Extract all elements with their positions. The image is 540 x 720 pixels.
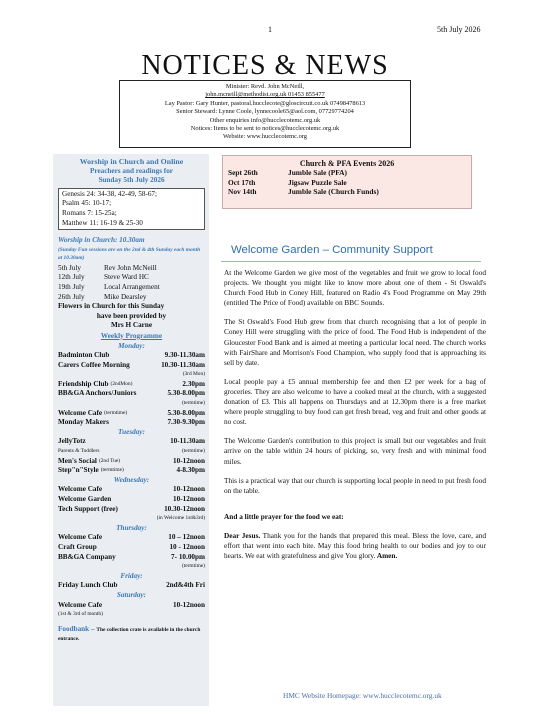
programme-item: Friendship Club (2ndMon) 2.30pm <box>58 379 205 388</box>
programme-item: Welcome Cafe (termtime) 5.30-8.00pm <box>58 408 205 417</box>
event-row: Nov 14th Jumble Sale (Church Funds) <box>228 187 379 197</box>
programme-item: (termtime) <box>181 563 205 570</box>
programme-day: Wednesday: <box>113 475 150 484</box>
website-line[interactable]: Website: www.hucclecotemc.org <box>223 133 307 141</box>
reading-item: Romans 7: 15-25a; <box>62 208 117 217</box>
programme-item: Badminton Club 9.30-11.30am <box>58 351 205 360</box>
programme-item: Men's Social (2nd Tue) 10-12noon <box>58 456 205 465</box>
programme-item: Friday Lunch Club 2nd&4th Fri <box>58 581 205 590</box>
rota-row: 19th July Local Arrangement <box>58 282 160 291</box>
event-row: Sept 26th Jumble Sale (PFA) <box>228 168 347 178</box>
article-paragraph: The St Oswald's Food Hub grew from that church recognising that a lot of people in Coney Hill were struggling with the price of food. The Food Hub is independent of the Gloucester Food Bank and is aimed at meeting a particular local need. The church works with FairShare and Morrison's Food Champion, who supply food that is approaching its sell by date. <box>224 317 486 367</box>
events-heading: Church & PFA Events 2026 <box>299 159 395 168</box>
contact-box <box>119 80 411 148</box>
programme-item: Welcome Garden 10-12noon <box>58 495 205 503</box>
programme-day: Tuesday: <box>118 427 145 436</box>
prayer-text: Dear Jesus. Thank you for the hands that prepared this meal. Bless the love, care, and effort that went into each bite. May this food bring health to our bodies and joy to our hearts. We eat with gratefulness and give You glory. Amen. <box>224 530 486 561</box>
heading-rule <box>221 261 481 262</box>
rota-row: 5th July Rev John McNeill <box>58 263 157 272</box>
programme-item: Welcome Cafe 10 – 12noon <box>58 533 205 542</box>
minister-email[interactable]: john.mcneill@methodist.org.uk 01453 855477 <box>205 91 325 99</box>
lay-pastor-line[interactable]: Lay Pastor: Gary Hunter, pastoral.hucclecote@gloscircuit.co.uk 07498478613 <box>164 99 366 107</box>
programme-item: (1st & 3rd of month) <box>58 611 103 618</box>
programme-day: Saturday: <box>116 590 147 599</box>
footer-website-link[interactable]: HMC Website Homepage: www.hucclecotemc.org.uk <box>283 691 442 700</box>
article-heading: Welcome Garden – Community Support <box>231 244 433 256</box>
programme-item: Welcome Cafe 10-12noon <box>58 600 205 609</box>
programme-day: Friday: <box>120 571 143 580</box>
sunday-fun-note: (Sunday Fun sessions are on the 2nd & 4th Sunday each month at 10.30am) <box>58 246 201 261</box>
programme-item: BB&GA Company 7- 10.00pm <box>58 552 205 561</box>
programme-item: Tech Support (free) 10.30-12noon <box>58 504 205 513</box>
enquiries-line[interactable]: Other enquiries info@hucclecotemc.org.uk <box>209 116 321 124</box>
flowers-line: Flowers in Church for this Sunday <box>58 302 165 311</box>
readings-box <box>58 188 205 230</box>
programme-item: BB&GA Anchors/Juniors 5.30-8.00pm <box>58 389 205 398</box>
page-number: 1 <box>268 25 272 34</box>
programme-item: Monday Makers 7.30-9.30pm <box>58 418 205 427</box>
minister-line: Minister: Revd. John McNeill, <box>225 83 305 90</box>
article-paragraph: At the Welcome Garden we give most of the vegetables and fruit we grow to local food projects. We thought you might like to know more about one of them - St Oswald's Church Food Hub in Coney Hill, featured on Radio 4's Food Programme on May 29th (entitled The Price of Food) available on BBC Sounds. <box>224 268 486 308</box>
programme-item: (termtime) <box>181 400 205 407</box>
senior-steward-line[interactable]: Senior Steward: Lynne Coole, lynnecoole65@aol.com, 07729774204 <box>176 108 354 116</box>
sunday-date: Sunday 5th July 2026 <box>98 176 165 185</box>
programme-item: Step"n"Style (termtime) 4-8.30pm <box>58 466 205 475</box>
reading-item: Psalm 45: 10-17; <box>62 199 112 208</box>
prayer-heading: And a little prayer for the food we eat: <box>224 511 344 521</box>
reading-item: Matthew 11: 16-19 & 25-30 <box>62 218 143 227</box>
flowers-line: have been provided by <box>96 311 167 320</box>
foodbank-note: Foodbank – The collection crate is available in the church entrance. <box>58 624 201 642</box>
article-body <box>224 268 486 570</box>
event-row: Oct 17th Jigsaw Puzzle Sale <box>228 177 347 187</box>
programme-item: Welcome Cafe 10-12noon <box>58 485 205 494</box>
programme-day: Monday: <box>118 341 145 350</box>
programme-item: (3rd Mon) <box>182 371 205 378</box>
weekly-programme-heading: Weekly Programme <box>100 331 163 340</box>
worship-heading: Worship in Church and Online <box>79 157 184 166</box>
rota-row: 26th July Mike Dearsley <box>58 292 147 301</box>
page-title: NOTICES & NEWS <box>141 50 389 81</box>
preachers-heading: Preachers and readings for <box>90 166 173 175</box>
programme-item: Parents & Toddlers (termtime) <box>58 448 205 455</box>
article-paragraph: Local people pay a £5 annual membership fee and then £2 per week for a bag of groceries. They are also welcome to have a cooked meal at the church, with a suggested donation of £3. This all happens on Thursdays and at 12.30pm there is a free market where people struggling to buy food can get fresh bread, veg and fruit and other goods at no cost. <box>224 376 486 427</box>
reading-item: Genesis 24: 34-38, 42-49, 58-67; <box>62 189 158 198</box>
programme-item: (in Welcome 1st&3rd) <box>156 515 205 522</box>
programme-item: JellyTotz 10-11.30am <box>58 437 205 446</box>
notices-line[interactable]: Notices: Items to be sent to notices@hucclecotemc.org.uk <box>190 125 340 133</box>
article-paragraph: The Welcome Garden's contribution to this project is small but our vegetables and fruit arrive on the table within 24 hours of picking, so, very fresh and with minimal food miles. <box>224 436 486 466</box>
programme-item: Craft Group 10 - 12noon <box>58 542 205 551</box>
issue-date: 5th July 2026 <box>437 25 481 34</box>
sidebar <box>53 154 209 706</box>
events-box <box>222 155 472 209</box>
weekly-programme <box>58 342 205 620</box>
rota-row: 12th July Steve Ward HC <box>58 273 149 282</box>
article-paragraph: This is a practical way that our church is supporting local people in need to put fresh food on the table. <box>224 475 487 495</box>
programme-item: Carers Coffee Morning 10.30-11.30am <box>58 360 205 369</box>
preacher-rota <box>58 264 205 302</box>
flowers-line: Mrs H Carne <box>110 321 153 330</box>
worship-time: Worship in Church: 10.30am <box>58 236 145 245</box>
programme-day: Thursday: <box>116 523 147 532</box>
